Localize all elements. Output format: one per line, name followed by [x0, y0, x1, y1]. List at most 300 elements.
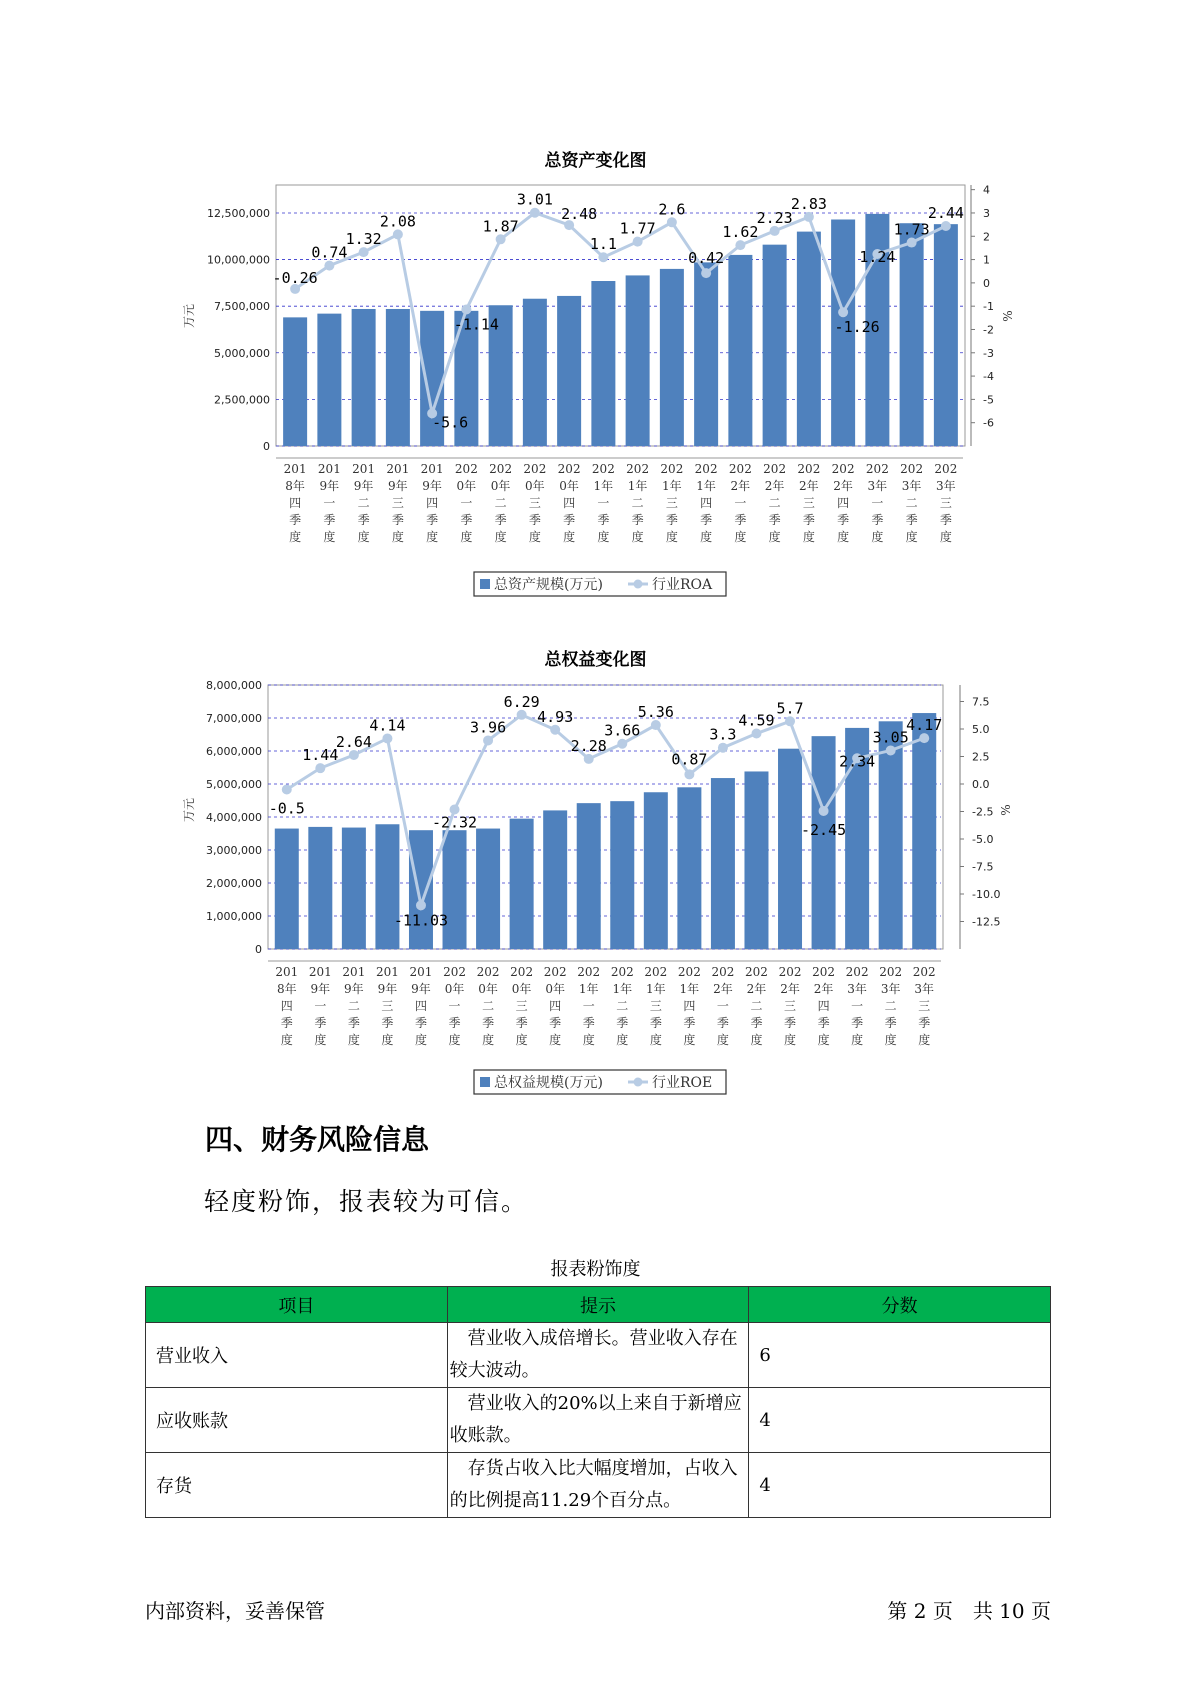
- header-item: 项目: [146, 1287, 448, 1323]
- category-label: 0年: [456, 479, 477, 493]
- left-axis-tick-label: 0: [255, 943, 262, 956]
- category-label: 四: [549, 999, 562, 1013]
- category-label: 二: [347, 999, 360, 1013]
- legend-bar-swatch: [480, 1077, 490, 1087]
- bar: [912, 713, 936, 949]
- bar: [275, 829, 299, 949]
- bar: [644, 792, 668, 949]
- category-label: 1年: [662, 479, 682, 493]
- category-label: 三: [381, 999, 394, 1013]
- category-label: 度: [734, 530, 747, 544]
- left-axis-tick-label: 1,000,000: [206, 910, 262, 923]
- category-label: 二: [357, 496, 370, 510]
- line-point: [324, 261, 334, 271]
- right-axis-tick-label: -1: [983, 300, 994, 314]
- category-label: 201: [308, 965, 332, 979]
- footer-page-number: 第 2 页 共 10 页: [887, 1599, 1051, 1623]
- bar: [812, 736, 836, 949]
- category-label: 季: [616, 1016, 629, 1030]
- right-axis-tick-label: 0: [983, 276, 990, 290]
- chart-title-total-equity: 总权益变化图: [544, 650, 647, 670]
- category-label: 202: [677, 965, 701, 979]
- left-axis-tick-label: 8,000,000: [206, 679, 262, 692]
- bar: [797, 232, 821, 446]
- category-label: 2年: [813, 982, 834, 996]
- category-label: 度: [289, 530, 302, 544]
- bar: [677, 787, 701, 949]
- category-label: 四: [837, 496, 850, 510]
- category-label: 二: [884, 999, 897, 1013]
- right-axis-tick-label: -12.5: [972, 915, 1001, 929]
- row-item: 存货: [146, 1453, 448, 1518]
- category-label: 季: [734, 513, 747, 527]
- category-label: 度: [871, 530, 884, 544]
- category-label: 二: [631, 496, 644, 510]
- data-label: 0.74: [311, 243, 348, 262]
- category-label: 三: [528, 496, 541, 510]
- data-label: 1.1: [589, 235, 617, 254]
- category-label: 9年: [310, 982, 331, 996]
- bar: [711, 778, 735, 949]
- right-axis-unit-label: %: [999, 804, 1013, 816]
- category-label: 1年: [593, 479, 614, 493]
- category-label: 202: [934, 462, 958, 476]
- category-label: 202: [454, 462, 478, 476]
- line-point: [785, 716, 795, 726]
- data-label: 2.23: [756, 208, 793, 227]
- category-label: 2年: [780, 982, 800, 996]
- data-label: 3.96: [470, 718, 507, 737]
- header-score: 分数: [749, 1287, 1051, 1323]
- data-label: 3.66: [604, 721, 641, 740]
- category-label: 度: [768, 530, 781, 544]
- category-label: 201: [352, 462, 376, 476]
- category-label: 季: [871, 513, 884, 527]
- category-label: 202: [557, 462, 581, 476]
- category-label: 度: [665, 530, 678, 544]
- category-label: 202: [510, 965, 534, 979]
- category-label: 季: [280, 1016, 293, 1030]
- category-label: 三: [665, 496, 678, 510]
- category-label: 度: [460, 530, 473, 544]
- category-label: 201: [342, 965, 366, 979]
- category-label: 三: [391, 496, 404, 510]
- data-label: 3.3: [709, 725, 737, 744]
- category-label: 2年: [764, 479, 785, 493]
- section-heading: 四、财务风险信息: [205, 1123, 430, 1156]
- category-label: 3年: [880, 982, 901, 996]
- category-label: 季: [768, 513, 781, 527]
- category-label: 202: [610, 965, 634, 979]
- section-lead-text: 轻度粉饰，报表较为可信。: [204, 1187, 529, 1216]
- category-label: 度: [750, 1033, 763, 1047]
- line-point: [349, 750, 359, 760]
- left-axis-tick-label: 10,000,000: [207, 253, 270, 267]
- data-label: -0.5: [268, 799, 305, 818]
- line-point: [751, 729, 761, 739]
- bar: [342, 828, 366, 949]
- right-axis-tick-label: 2.5: [972, 750, 990, 764]
- category-label: 季: [837, 513, 850, 527]
- category-label: 201: [420, 462, 444, 476]
- category-label: 0年: [478, 982, 498, 996]
- row-hint: 存货占收入比大幅度增加，占收入的比例提高11.29个百分点。: [447, 1453, 749, 1518]
- category-label: 度: [837, 530, 850, 544]
- line-point: [651, 720, 661, 730]
- category-label: 度: [357, 530, 370, 544]
- right-axis-tick-label: 3: [983, 206, 990, 220]
- bar: [308, 827, 332, 949]
- data-label: 1.77: [619, 219, 656, 238]
- line-point: [770, 226, 780, 236]
- category-label: 度: [314, 1033, 327, 1047]
- category-label: 8年: [285, 479, 305, 493]
- line-point: [393, 229, 403, 239]
- category-label: 201: [275, 965, 299, 979]
- category-label: 202: [523, 462, 547, 476]
- bar: [744, 771, 768, 949]
- left-axis-tick-label: 3,000,000: [206, 844, 262, 857]
- category-label: 201: [283, 462, 307, 476]
- line-point: [617, 739, 627, 749]
- category-label: 度: [649, 1033, 662, 1047]
- data-label: -11.03: [393, 911, 449, 930]
- category-label: 3年: [936, 479, 956, 493]
- data-label: -1.14: [453, 315, 499, 334]
- category-label: 202: [694, 462, 718, 476]
- data-label: 4.17: [906, 716, 943, 735]
- category-label: 202: [763, 462, 787, 476]
- category-label: 一: [448, 999, 461, 1013]
- bar: [728, 255, 752, 446]
- bar: [476, 829, 500, 949]
- category-label: 一: [734, 496, 747, 510]
- category-label: 四: [683, 999, 696, 1013]
- category-label: 202: [644, 965, 668, 979]
- category-label: 201: [386, 462, 410, 476]
- category-label: 四: [280, 999, 293, 1013]
- bar: [577, 803, 601, 949]
- category-label: 季: [391, 513, 404, 527]
- data-label: 1.87: [482, 217, 519, 236]
- total-equity-chart: [0, 665, 1191, 1105]
- left-axis-unit-label: 万元: [182, 303, 196, 329]
- category-label: 2年: [799, 479, 819, 493]
- bar: [879, 721, 903, 949]
- data-label: -2.45: [800, 820, 847, 839]
- line-point: [416, 900, 426, 910]
- left-axis-tick-label: 2,000,000: [206, 877, 262, 890]
- line-point: [517, 710, 527, 720]
- category-label: 季: [381, 1016, 394, 1030]
- data-label: -1.26: [834, 318, 880, 337]
- category-label: 一: [323, 496, 336, 510]
- category-label: 一: [314, 999, 327, 1013]
- category-label: 202: [591, 462, 615, 476]
- category-label: 9年: [377, 982, 398, 996]
- left-axis-unit-label: 万元: [182, 797, 196, 823]
- category-label: 季: [597, 513, 610, 527]
- data-label: 2.83: [790, 194, 827, 213]
- category-label: 3年: [901, 479, 922, 493]
- data-label: 2.34: [839, 752, 876, 771]
- category-label: 202: [900, 462, 924, 476]
- category-label: 度: [784, 1033, 797, 1047]
- line-point: [819, 806, 829, 816]
- data-label: 2.08: [379, 212, 416, 231]
- data-label: 5.7: [776, 699, 804, 718]
- category-label: 度: [683, 1033, 696, 1047]
- category-label: 季: [918, 1016, 931, 1030]
- row-score: 4: [749, 1388, 1051, 1453]
- category-label: 0年: [511, 982, 532, 996]
- category-label: 三: [649, 999, 662, 1013]
- bar: [543, 810, 567, 949]
- category-label: 度: [381, 1033, 394, 1047]
- category-label: 季: [716, 1016, 729, 1030]
- category-label: 9年: [353, 479, 374, 493]
- category-label: 季: [426, 513, 439, 527]
- bar: [778, 749, 802, 949]
- category-label: 季: [347, 1016, 360, 1030]
- category-label: 季: [528, 513, 541, 527]
- category-label: 202: [728, 462, 752, 476]
- line-point: [382, 733, 392, 743]
- left-axis-tick-label: 5,000,000: [206, 778, 262, 791]
- category-label: 202: [812, 965, 836, 979]
- row-item: 营业收入: [146, 1323, 448, 1388]
- bar: [409, 830, 433, 949]
- footer-confidential-note: 内部资料，妥善保管: [145, 1599, 325, 1623]
- category-label: 度: [884, 1033, 897, 1047]
- right-axis-tick-label: 1: [983, 253, 990, 267]
- category-label: 季: [549, 1016, 562, 1030]
- category-label: 季: [515, 1016, 528, 1030]
- category-label: 季: [494, 513, 507, 527]
- bar: [694, 262, 718, 446]
- category-label: 度: [448, 1033, 461, 1047]
- data-label: -0.26: [272, 268, 318, 287]
- right-axis-tick-label: 2: [983, 230, 990, 244]
- category-label: 201: [409, 965, 433, 979]
- data-label: 1.32: [345, 230, 382, 249]
- right-axis-unit-label: %: [1001, 310, 1015, 322]
- category-label: 0年: [444, 982, 465, 996]
- category-label: 季: [802, 513, 815, 527]
- category-label: 202: [778, 965, 802, 979]
- category-label: 四: [700, 496, 713, 510]
- total-assets-chart: [0, 170, 1191, 630]
- bar: [510, 819, 534, 949]
- category-label: 度: [802, 530, 815, 544]
- right-axis-tick-label: 7.5: [972, 695, 990, 709]
- right-axis-tick-label: -5: [983, 393, 994, 407]
- left-axis-tick-label: 6,000,000: [206, 745, 262, 758]
- category-label: 202: [865, 462, 889, 476]
- category-label: 9年: [344, 982, 364, 996]
- line-point: [667, 217, 677, 227]
- category-label: 四: [426, 496, 439, 510]
- category-label: 二: [750, 999, 763, 1013]
- category-label: 202: [845, 965, 869, 979]
- category-label: 3年: [847, 982, 867, 996]
- category-label: 1年: [679, 982, 700, 996]
- category-label: 度: [347, 1033, 360, 1047]
- right-axis-tick-label: -6: [983, 416, 994, 430]
- category-label: 201: [317, 462, 341, 476]
- bar: [375, 824, 399, 949]
- category-label: 2年: [833, 479, 853, 493]
- category-label: 9年: [422, 479, 442, 493]
- category-label: 三: [784, 999, 797, 1013]
- category-label: 0年: [490, 479, 511, 493]
- category-label: 1年: [646, 982, 666, 996]
- bar: [317, 314, 341, 446]
- category-label: 202: [745, 965, 768, 979]
- category-label: 8年: [276, 982, 297, 996]
- category-label: 季: [905, 513, 918, 527]
- category-label: 9年: [411, 982, 431, 996]
- category-label: 201: [375, 965, 399, 979]
- left-axis-tick-label: 7,000,000: [206, 712, 262, 725]
- category-label: 四: [563, 496, 576, 510]
- right-axis-tick-label: -5.0: [972, 833, 994, 846]
- category-label: 季: [314, 1016, 327, 1030]
- category-label: 1年: [612, 982, 633, 996]
- right-axis-tick-label: -2.5: [972, 805, 994, 819]
- category-label: 度: [700, 530, 713, 544]
- data-label: 4.59: [738, 711, 775, 730]
- data-label: 1.44: [302, 746, 339, 765]
- line-point: [804, 212, 814, 222]
- legend-label: 总权益规模(万元): [494, 1075, 603, 1091]
- category-label: 202: [831, 462, 855, 476]
- legend-label: 行业ROA: [652, 577, 713, 593]
- category-label: 1年: [627, 479, 648, 493]
- bar: [900, 223, 924, 446]
- table-row: [146, 1453, 1051, 1518]
- legend-line-marker: [634, 1078, 643, 1087]
- category-label: 三: [802, 496, 815, 510]
- data-label: 1.62: [722, 223, 759, 242]
- left-axis-tick-label: 5,000,000: [214, 346, 270, 360]
- row-score: 4: [749, 1453, 1051, 1518]
- data-label: 2.48: [561, 205, 598, 224]
- category-label: 一: [851, 999, 864, 1013]
- category-label: 度: [323, 530, 336, 544]
- bar: [523, 299, 547, 446]
- category-label: 0年: [525, 479, 545, 493]
- right-axis-tick-label: -7.5: [972, 860, 994, 874]
- bar: [591, 281, 615, 446]
- category-label: 季: [884, 1016, 897, 1030]
- category-label: 2年: [746, 982, 767, 996]
- category-label: 202: [912, 965, 936, 979]
- category-label: 季: [939, 513, 952, 527]
- category-label: 0年: [545, 982, 565, 996]
- category-label: 季: [683, 1016, 696, 1030]
- category-label: 一: [871, 496, 884, 510]
- bar: [934, 224, 958, 446]
- table-caption: 报表粉饰度: [550, 1259, 641, 1280]
- category-label: 三: [515, 999, 528, 1013]
- category-label: 度: [391, 530, 404, 544]
- data-label: 0.87: [671, 750, 708, 769]
- data-label: 3.01: [516, 190, 553, 209]
- bar: [626, 275, 650, 446]
- line-point: [919, 733, 929, 743]
- row-hint: 营业收入的20%以上来自于新增应收账款。: [447, 1388, 749, 1453]
- category-label: 季: [563, 513, 576, 527]
- category-label: 季: [649, 1016, 662, 1030]
- left-axis-tick-label: 2,500,000: [214, 393, 270, 407]
- line-point: [701, 268, 711, 278]
- bar: [443, 830, 467, 949]
- category-label: 度: [426, 530, 439, 544]
- line-point: [838, 307, 848, 317]
- category-label: 季: [323, 513, 336, 527]
- category-label: 三: [939, 496, 952, 510]
- right-axis-tick-label: -10.0: [972, 888, 1001, 901]
- category-label: 一: [716, 999, 729, 1013]
- bar: [763, 245, 787, 446]
- legend-label: 行业ROE: [652, 1075, 713, 1091]
- category-label: 季: [482, 1016, 495, 1030]
- data-label: 2.28: [570, 736, 607, 755]
- bar: [352, 309, 376, 446]
- category-label: 四: [289, 496, 302, 510]
- data-label: 1.24: [859, 247, 896, 266]
- category-label: 度: [616, 1033, 629, 1047]
- category-label: 1年: [696, 479, 716, 493]
- data-label: 0.42: [688, 249, 725, 268]
- category-label: 202: [797, 462, 821, 476]
- data-label: -2.32: [431, 813, 478, 832]
- category-label: 季: [851, 1016, 864, 1030]
- data-label: 2.64: [335, 732, 372, 751]
- category-label: 季: [750, 1016, 763, 1030]
- category-label: 0年: [559, 479, 579, 493]
- category-label: 一: [460, 496, 473, 510]
- line-point: [584, 754, 594, 764]
- line-point: [461, 304, 471, 314]
- line-point: [735, 240, 745, 250]
- data-label: 3.05: [872, 728, 909, 747]
- category-label: 二: [616, 999, 629, 1013]
- category-label: 202: [660, 462, 684, 476]
- right-axis-tick-label: 0.0: [972, 778, 990, 791]
- category-label: 202: [879, 965, 903, 979]
- line-point: [684, 769, 694, 779]
- category-label: 度: [494, 530, 507, 544]
- category-label: 一: [582, 999, 595, 1013]
- bar: [557, 296, 581, 446]
- bar: [386, 309, 410, 446]
- table-row: [146, 1323, 1051, 1388]
- chart-title-total-assets: 总资产变化图: [544, 151, 647, 171]
- category-label: 季: [665, 513, 678, 527]
- category-label: 度: [414, 1033, 427, 1047]
- category-label: 四: [817, 999, 830, 1013]
- category-label: 度: [939, 530, 952, 544]
- line-point: [483, 735, 493, 745]
- category-label: 季: [700, 513, 713, 527]
- bar: [283, 317, 307, 446]
- window-dressing-table: [145, 1286, 1051, 1518]
- category-label: 1年: [578, 982, 599, 996]
- data-label: 5.36: [637, 703, 674, 722]
- left-axis-tick-label: 7,500,000: [214, 300, 270, 314]
